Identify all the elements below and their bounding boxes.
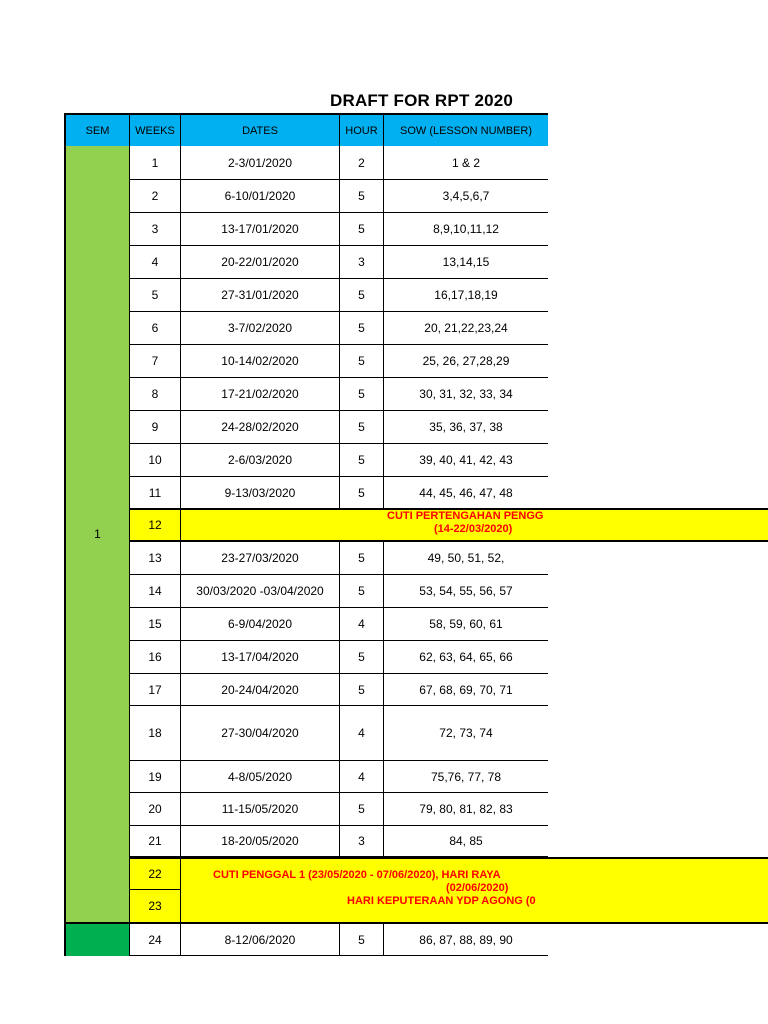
header-dates: DATES	[181, 113, 340, 148]
sow-cell: 86, 87, 88, 89, 90	[384, 924, 548, 956]
week-cell: 7	[130, 345, 181, 378]
dates-cell: 10-14/02/2020	[181, 345, 340, 378]
semester-1-label: 1	[94, 527, 101, 541]
sow-cell: 3,4,5,6,7	[384, 180, 548, 213]
dates-cell: 17-21/02/2020	[181, 378, 340, 411]
dates-cell: 27-31/01/2020	[181, 279, 340, 312]
holiday-band-week-12-line1: CUTI PERTENGAHAN PENGG	[387, 510, 544, 522]
dates-cell: 8-12/06/2020	[181, 924, 340, 956]
holiday-band-weeks-22-23-line2: (02/06/2020)	[446, 882, 509, 894]
dates-cell: 6-10/01/2020	[181, 180, 340, 213]
dates-cell: 30/03/2020 -03/04/2020	[181, 575, 340, 608]
dates-cell: 13-17/01/2020	[181, 213, 340, 246]
hour-cell: 5	[340, 378, 384, 411]
hour-cell: 5	[340, 575, 384, 608]
hour-cell: 5	[340, 180, 384, 213]
sow-cell: 84, 85	[384, 826, 548, 857]
header-sem: SEM	[64, 113, 130, 148]
sow-cell: 75,76, 77, 78	[384, 761, 548, 793]
holiday-band-week-12-line2: (14-22/03/2020)	[434, 523, 513, 535]
week-cell: 20	[130, 793, 181, 826]
dates-cell: 20-24/04/2020	[181, 674, 340, 706]
week-23-cell: 23	[130, 890, 181, 922]
week-12-cell: 12	[130, 510, 181, 540]
holiday-band-weeks-22-23-line3: HARI KEPUTERAAN YDP AGONG (0	[347, 895, 536, 907]
semester-2-cell	[64, 924, 130, 956]
hour-cell: 2	[340, 146, 384, 180]
week-cell: 16	[130, 641, 181, 674]
sow-cell: 39, 40, 41, 42, 43	[384, 444, 548, 477]
dates-cell: 13-17/04/2020	[181, 641, 340, 674]
sow-cell: 8,9,10,11,12	[384, 213, 548, 246]
hour-cell: 5	[340, 674, 384, 706]
sow-cell: 25, 26, 27,28,29	[384, 345, 548, 378]
hour-cell: 5	[340, 444, 384, 477]
week-cell: 6	[130, 312, 181, 345]
dates-cell: 2-3/01/2020	[181, 146, 340, 180]
dates-cell: 3-7/02/2020	[181, 312, 340, 345]
week-cell: 11	[130, 477, 181, 509]
hour-cell: 5	[340, 924, 384, 956]
hour-cell: 4	[340, 608, 384, 641]
week-cell: 14	[130, 575, 181, 608]
sow-cell: 67, 68, 69, 70, 71	[384, 674, 548, 706]
sow-cell: 53, 54, 55, 56, 57	[384, 575, 548, 608]
hour-cell: 4	[340, 761, 384, 793]
week-cell: 15	[130, 608, 181, 641]
hour-cell: 5	[340, 312, 384, 345]
week-cell: 1	[130, 146, 181, 180]
sow-cell: 30, 31, 32, 33, 34	[384, 378, 548, 411]
dates-cell: 24-28/02/2020	[181, 411, 340, 444]
sow-cell: 44, 45, 46, 47, 48	[384, 477, 548, 509]
page-title: DRAFT FOR RPT 2020	[330, 91, 514, 110]
dates-cell: 11-15/05/2020	[181, 793, 340, 826]
hour-cell: 5	[340, 542, 384, 575]
dates-cell: 6-9/04/2020	[181, 608, 340, 641]
week-cell: 3	[130, 213, 181, 246]
dates-cell: 4-8/05/2020	[181, 761, 340, 793]
header-hour: HOUR	[340, 113, 384, 148]
dates-cell: 9-13/03/2020	[181, 477, 340, 509]
sow-cell: 58, 59, 60, 61	[384, 608, 548, 641]
hour-cell: 5	[340, 213, 384, 246]
semester-1-cell	[64, 146, 130, 924]
sow-cell: 35, 36, 37, 38	[384, 411, 548, 444]
sow-cell: 79, 80, 81, 82, 83	[384, 793, 548, 826]
hour-cell: 5	[340, 411, 384, 444]
dates-cell: 18-20/05/2020	[181, 826, 340, 857]
sow-cell: 72, 73, 74	[384, 706, 548, 761]
dates-cell: 23-27/03/2020	[181, 542, 340, 575]
week-cell: 17	[130, 674, 181, 706]
week-cell: 24	[130, 924, 181, 956]
week-cell: 8	[130, 378, 181, 411]
sow-cell: 49, 50, 51, 52,	[384, 542, 548, 575]
dates-cell: 27-30/04/2020	[181, 706, 340, 761]
week-cell: 4	[130, 246, 181, 279]
week-cell: 10	[130, 444, 181, 477]
sow-cell: 13,14,15	[384, 246, 548, 279]
week-cell: 21	[130, 826, 181, 857]
hour-cell: 4	[340, 706, 384, 761]
header-weeks: WEEKS	[130, 113, 181, 148]
week-cell: 13	[130, 542, 181, 575]
sow-cell: 20, 21,22,23,24	[384, 312, 548, 345]
dates-cell: 2-6/03/2020	[181, 444, 340, 477]
hour-cell: 5	[340, 345, 384, 378]
sow-cell: 16,17,18,19	[384, 279, 548, 312]
week-cell: 2	[130, 180, 181, 213]
hour-cell: 5	[340, 279, 384, 312]
holiday-band-weeks-22-23-line1: CUTI PENGGAL 1 (23/05/2020 - 07/06/2020), HARI RAYA	[213, 869, 501, 881]
hour-cell: 5	[340, 793, 384, 826]
header-sow: SOW (LESSON NUMBER)	[384, 113, 548, 148]
sow-cell: 62, 63, 64, 65, 66	[384, 641, 548, 674]
week-cell: 18	[130, 706, 181, 761]
dates-cell: 20-22/01/2020	[181, 246, 340, 279]
week-22-cell: 22	[130, 859, 181, 890]
week-cell: 19	[130, 761, 181, 793]
hour-cell: 3	[340, 826, 384, 857]
hour-cell: 5	[340, 477, 384, 509]
hour-cell: 5	[340, 641, 384, 674]
week-cell: 9	[130, 411, 181, 444]
hour-cell: 3	[340, 246, 384, 279]
sow-cell: 1 & 2	[384, 146, 548, 180]
week-cell: 5	[130, 279, 181, 312]
